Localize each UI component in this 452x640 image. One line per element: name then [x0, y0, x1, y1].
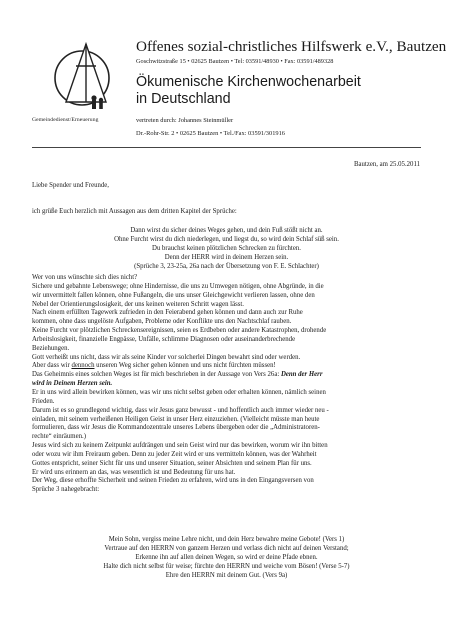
body-line: Der Weg, diese erhoffte Sicherheit und seinen Frieden zu erfahren, wird uns in den Eingangsversen von	[32, 477, 314, 485]
body-line: kommen, ohne dass ungelöste Aufgaben, Probleme oder Konflikte uns den Nachtschlaf rauben.	[32, 318, 292, 326]
representative-address: Dr.-Rohr-Str. 2 • 02625 Bautzen • Tel./Fax: 03591/301916	[136, 130, 285, 137]
quote-reference: (Sprüche 3, 23-25a, 26a nach der Übersetzung von F. E. Schlachter)	[134, 262, 319, 270]
quote-line: Ohne Furcht wirst du dich niederlegen, und liegst du, so wird dein Schlaf süß sein.	[114, 235, 339, 243]
quote-line: Erkenne ihn auf allen deinen Wegen, so wird er deine Pfade ebnen.	[135, 553, 318, 561]
quote-line: Ehre den HERRN mit deinem Gut. (Vers 9a)	[165, 571, 288, 579]
body-line: Sichere und gebahnte Lebenswege; ohne Hindernisse, die uns zu Umwegen nötigen, ohne Abgründe, in die	[32, 282, 324, 290]
organization-address: Goschwitzstraße 15 • 02625 Bautzen • Tel: 03591/48930 • Fax: 03591/489328	[136, 58, 334, 65]
body-line: formulieren, dass wir Jesus die Kommandozentrale unseres Lebens übergeben oder die „Administratoren-	[32, 424, 320, 432]
body-line: Er in uns wird allein bewirken können, was wir uns nicht selbst geben oder erhalten können, nämlich seinen	[32, 388, 326, 396]
representative-line: vertreten durch: Johannes Steinmüller	[136, 117, 234, 124]
title-line-2: in Deutschland	[136, 91, 231, 107]
logo-caption: Gemeindedienst/Erneuerung	[32, 117, 99, 123]
organization-name: Offenes sozial-christliches Hilfswerk e.V., Bautzen	[136, 38, 447, 55]
quote-line: Vertraue auf den HERRN von ganzem Herzen und verlass dich nicht auf deinen Verstand;	[104, 544, 349, 552]
quote-line: Dann wirst du sicher deines Weges gehen, und dein Fuß stößt nicht an.	[130, 227, 323, 234]
scripture-quote-2	[32, 536, 421, 581]
body-line: Darum ist es so grundlegend wichtig, dass wir Jesus ganz bewusst - und hoffentlich auch immer wieder neu -	[32, 406, 329, 414]
body-line-secret-cont	[32, 380, 421, 389]
body-line: Nebel der Orientierungslosigkeit, der uns keinen weiteren Schritt wagen lässt.	[32, 300, 244, 308]
body-line: Sprüche 3 nahegebracht:	[32, 486, 100, 494]
scripture-quote-1	[32, 227, 421, 272]
body-line: Arbeitslosigkeit, finanzielle Engpässe, Unfälle, schlimme Diagnosen oder auseinanderbrechende	[32, 335, 296, 343]
quote-line: Du brauchst keinen plötzlichen Schrecken zu fürchten.	[152, 244, 301, 252]
body-line: Frieden.	[32, 397, 55, 405]
body-line: rechte“ einräumen.)	[32, 433, 86, 441]
body-line: einladen, mit seinem verheißenen Heiligen Geist in unser Herz einzuziehen. (Vielleicht müsste man heute	[32, 415, 320, 423]
letter-date: Bautzen, am 25.05.2011	[353, 161, 420, 168]
body-line: Gottes entspricht, seiner Sicht für uns und unserer Situation, seiner Absichten und seinem Plan für uns.	[32, 459, 312, 467]
body-line: Keine Furcht vor plötzlichen Schreckensereignissen, seien es Erdbeben oder andere Katastrophen, drohende	[32, 327, 327, 335]
title-line-1: Ökumenische Kirchenwochenarbeit	[136, 74, 361, 90]
body-line: wir unvermittelt fallen können, ohne Fußangeln, die uns unser Gleichgewicht verlieren lassen, ohne den	[32, 291, 315, 299]
emphasis-text: Denn der Herr	[280, 371, 323, 379]
letter-greeting: Liebe Spender und Freunde,	[32, 182, 110, 189]
letter-body	[32, 274, 421, 495]
quote-line: Denn der HERR wird in deinem Herzen sein.	[164, 253, 289, 261]
page-title	[136, 74, 361, 108]
body-line: Jesus wird sich zu keinem Zeitpunkt aufdrängen und sein Geist wird nur das bewirken, worum wir ihn bitten	[32, 442, 328, 450]
body-line: Beziehungen.	[32, 344, 70, 352]
body-line: Er wird uns erinnern an das, was wesentlich ist und Bedeutung für uns hat.	[32, 468, 236, 476]
body-line: Wer von uns wünschte sich dies nicht?	[32, 274, 138, 281]
underlined-word: dennoch	[71, 362, 95, 370]
quote-line: Mein Sohn, vergiss meine Lehre nicht, und dein Herz bewahre meine Gebote! (Vers 1)	[108, 536, 345, 543]
body-line: oder wozu wir ihm Freiraum geben. Denn zu jeder Zeit wird er uns vermitteln können, was der Wahrheit	[32, 450, 317, 458]
body-line-secret: Das Geheimnis eines solchen Weges ist für mich beschrieben in der Aussage von Vers 26a: Denn der Herr	[32, 371, 323, 379]
header-divider	[32, 147, 421, 148]
emphasis-text: wird in Deinem Herzen sein.	[32, 380, 113, 388]
quote-line: Halte dich nicht selbst für weise; fürchte den HERRN und weiche vom Bösen! (Verse 5-7)	[103, 562, 350, 570]
organization-logo	[32, 40, 128, 120]
letter-intro: ich grüße Euch herzlich mit Aussagen aus dem dritten Kapitel der Sprüche:	[32, 208, 237, 215]
body-line-dennoch: Aber dass wir dennoch unseren Weg sicher gehen können und uns nicht fürchten müssen!	[32, 362, 276, 370]
body-line: Nach einem erfüllten Tagewerk zufrieden in den Feierabend gehen können und dann auch zur Ruhe	[32, 309, 303, 317]
body-line: Gott verheißt uns nicht, dass wir als seine Kinder vor solcherlei Dingen bewahrt sind oder werden.	[32, 353, 301, 361]
